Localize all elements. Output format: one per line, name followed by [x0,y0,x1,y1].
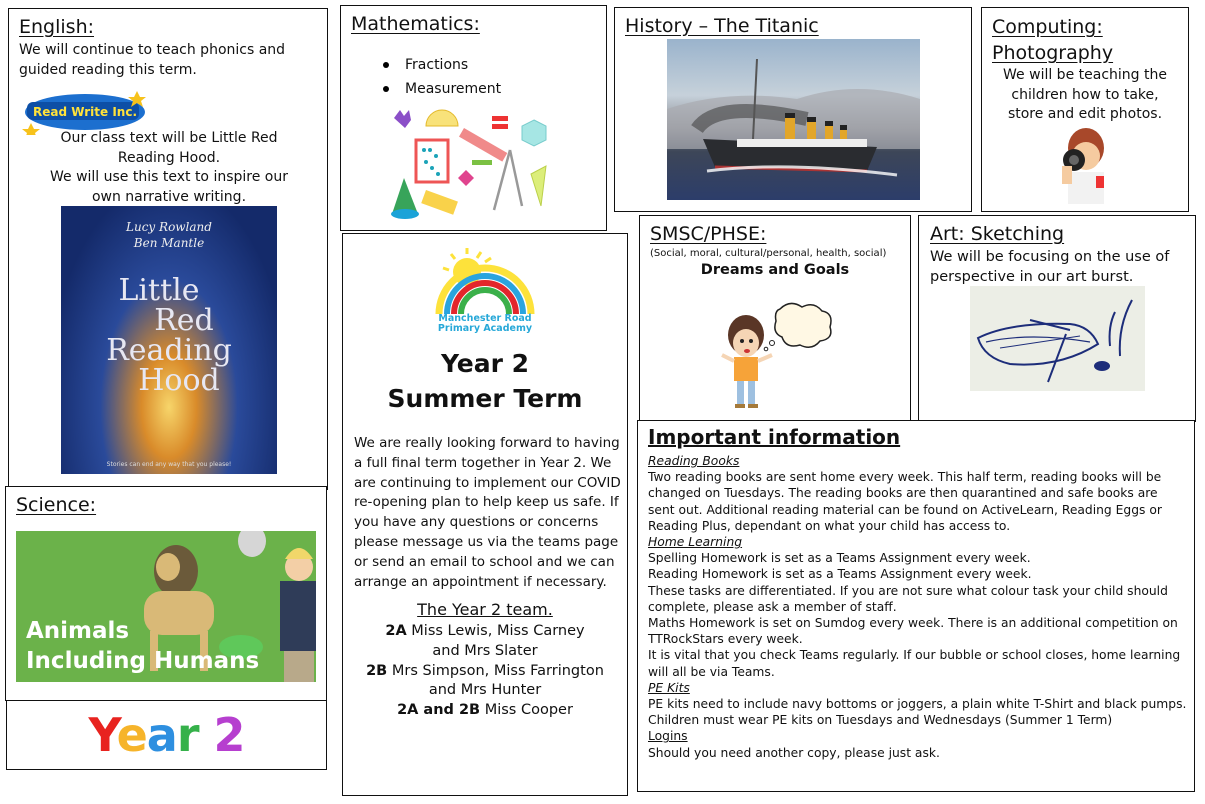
school-logo [433,244,537,334]
book-author: Lucy Rowland [126,220,212,234]
important-info-body [648,453,1188,761]
computing-panel [981,7,1189,212]
class-text-line: We will use this text to inspire our [49,169,288,185]
girl-thinking-image [720,301,835,411]
maths-equipment-image [386,106,556,224]
banner-label: Animals Including Humans [26,618,260,674]
english-intro: We will continue to teach phonics and guided reading this term. [19,42,286,78]
computing-title: Computing: Photography [992,16,1114,64]
info-paragraph: Two reading books are sent home every week. This half term, reading books will be changed on Tuesdays. The reading books are then quarantined and safe books are sent out. Additional reading material can be found on ActiveLearn, Reading Eggs or Reading Plus, dependant on what your child has access to. [648,470,1162,533]
term-heading: Summer Term [387,384,583,413]
art-title: Art: Sketching [930,223,1065,245]
maths-topic-list [383,53,501,101]
book-title: Little Red Reading Hood [106,273,232,398]
class-text-line: Our class text will be Little Red [60,130,278,146]
info-paragraph: Spelling Homework is set as a Teams Assignment every week. [648,551,1031,566]
year2-letter: Y [88,708,117,762]
smsc-title: SMSC/PHSE: [650,223,767,245]
art-description: We will be focusing on the use of perspective in our art burst. [930,249,1170,285]
class-text-block [29,129,309,207]
team-row: 2A Miss Lewis, Miss Carney [385,623,585,639]
info-paragraph: These tasks are differentiated. If you are not sure what colour task your child should complete, please ask a member of staff. [648,583,1168,614]
boat-sketch-image [970,286,1145,391]
year2-wordmark [7,705,326,765]
section-title-pe-kits: PE Kits [648,680,690,695]
team-row: 2B Mrs Simpson, Miss Farrington [366,662,604,679]
history-panel [614,7,972,212]
info-paragraph: Maths Homework is set on Sumdog every week. There is an additional competition on TTRockStars every week. [648,616,1178,647]
titanic-image [667,39,920,200]
computing-description: We will be teaching the children how to take, store and edit photos. [1003,67,1167,122]
book-cover-image [61,206,277,474]
class-text-line: own narrative writing. [91,188,247,205]
maths-title: Mathematics: [351,13,480,35]
info-paragraph: Should you need another copy, please just ask. [648,745,940,760]
team-title: The Year 2 team. [417,600,553,619]
team-row: 2A and 2B Miss Cooper [397,702,573,719]
maths-topic: Measurement [383,77,501,101]
info-paragraph: It is vital that you check Teams regularly. If our bubble or school closes, home learning will all be via Teams. [648,648,1181,679]
info-paragraph: Children must wear PE kits on Tuesdays and Wednesdays (Summer 1 Term) [648,713,1113,728]
school-name: Manchester Road Primary Academy [437,313,533,334]
smsc-subtitle: (Social, moral, cultural/personal, health, social) [650,248,887,259]
important-info-panel [637,420,1195,792]
maths-topic: Fractions [383,53,501,77]
animals-including-humans-banner [16,531,316,682]
art-panel [918,215,1196,422]
history-title: History – The Titanic [625,15,819,37]
year2-letter: e [116,708,147,762]
smsc-panel [639,215,911,421]
english-title: English: [19,16,95,38]
photographer-child-image [1052,126,1116,206]
science-title: Science: [16,494,97,516]
year2-banner [6,700,327,770]
smsc-theme: Dreams and Goals [700,262,850,278]
welcome-message: We are really looking forward to having a full final term together in Year 2. We are continuing to implement our COVID re-opening plan to help keep us safe. If you have any questions or concerns please message us via the teams page or send an email to school and we can arrange an appointment if necessary. [354,435,621,590]
page-title [343,346,627,416]
year2-letter [199,708,214,762]
team-row-cont: and Mrs Hunter [428,682,542,699]
maths-panel [340,5,607,231]
centre-panel [342,233,628,796]
team-row-cont: and Mrs Slater [432,642,538,659]
year2-letter: a [146,708,177,762]
section-title-home-learning: Home Learning [648,535,743,550]
book-tagline: Stories can end any way that you please! [106,461,232,468]
info-paragraph: Reading Homework is set as a Teams Assignment every week. [648,567,1032,582]
science-panel [5,486,327,701]
svg-text:Read Write Inc.: Read Write Inc. [32,105,138,119]
year2-letter: 2 [213,708,245,762]
english-panel [8,8,328,490]
book-illustrator: Ben Mantle [133,236,205,250]
year2-letter: r [176,708,199,762]
section-title-reading-books: Reading Books [648,454,740,468]
year-heading: Year 2 [440,349,530,378]
section-title-logins: Logins [648,729,688,744]
class-text-line: Reading Hood. [117,149,221,166]
info-paragraph: PE kits need to include navy bottoms or joggers, a plain white T-Shirt and black pumps. [648,697,1187,712]
important-info-heading: Important information [648,425,901,449]
team-list [343,622,627,721]
